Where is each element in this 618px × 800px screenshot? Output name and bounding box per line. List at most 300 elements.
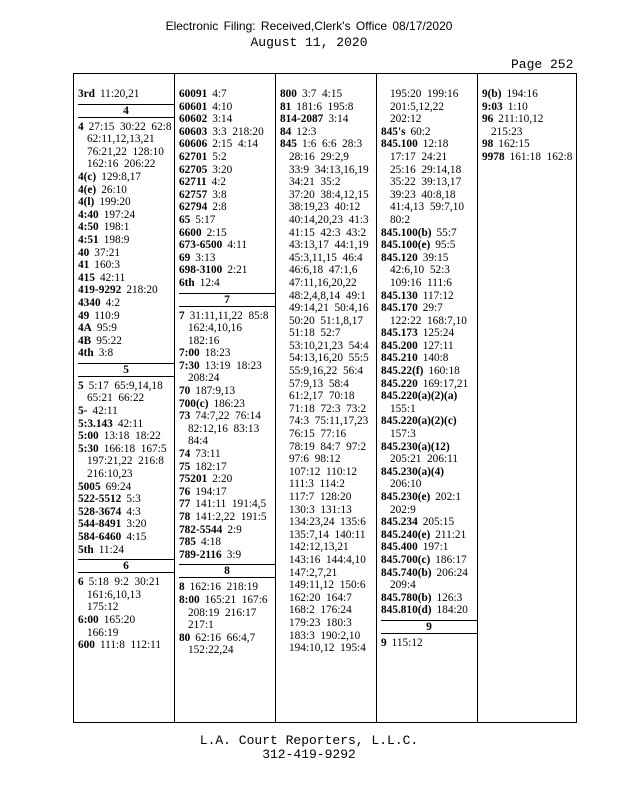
- index-entry-continuation: 202:12: [390, 113, 422, 126]
- index-term: 73: [179, 410, 191, 423]
- index-term: 845.220(a)(2)(a): [381, 390, 458, 403]
- index-term: 4:51: [78, 233, 99, 246]
- index-column-2: [175, 74, 276, 722]
- index-entry-continuation: 208:19 216:17: [188, 606, 257, 619]
- index-term: 4th: [78, 347, 94, 360]
- index-entry-continuation: 205:21 206:11: [390, 453, 458, 466]
- page-line-refs: 160:18: [428, 365, 460, 378]
- index-term: 522-5512: [78, 493, 122, 506]
- index-term: 584-6460: [78, 531, 122, 543]
- index-entry: [280, 126, 376, 139]
- index-entry-continuation: 84:4: [188, 435, 209, 448]
- index-entry: [78, 221, 174, 234]
- index-entry: [381, 415, 477, 428]
- index-term: 5: [78, 379, 84, 392]
- index-entry: [78, 209, 174, 222]
- index-entry: [381, 567, 477, 580]
- index-term: 4(e): [78, 183, 97, 196]
- index-entry: [381, 541, 477, 554]
- index-term: 77: [179, 498, 191, 511]
- page-line-refs: 18:23: [204, 347, 231, 360]
- page-line-refs: 194:16: [506, 88, 538, 100]
- page-line-refs: 42:11: [99, 271, 126, 284]
- index-entry: [179, 252, 275, 265]
- index-entry: [78, 322, 174, 335]
- index-entry-continuation: 50:20 51:1,8,17: [289, 314, 364, 327]
- index-entry: [78, 531, 174, 544]
- index-entry-continuation: 195:20 199:16: [390, 88, 459, 100]
- page-line-refs: 206:24: [436, 566, 468, 579]
- page-line-refs: 166:18 167:5: [103, 442, 167, 455]
- index-term: 4(c): [78, 170, 97, 183]
- page-number: Page 252: [511, 57, 574, 72]
- index-term: 6600: [179, 226, 202, 239]
- index-entry-continuation: 43:13,17 44:1,19: [289, 239, 369, 252]
- page-line-refs: 187:9,13: [195, 385, 236, 398]
- index-term: 84: [280, 125, 292, 138]
- index-entry: [482, 101, 577, 114]
- index-entry: [78, 380, 174, 393]
- index-entry-continuation: 53:10,21,23 54:4: [289, 339, 369, 352]
- index-entry: [381, 252, 477, 265]
- index-entry: [78, 614, 174, 627]
- page-line-refs: 198:9: [103, 233, 130, 246]
- index-entry: [179, 536, 275, 549]
- index-term: 845.230(a)(4): [381, 465, 445, 478]
- index-entry-continuation: 175:12: [87, 601, 119, 614]
- page-line-refs: 42:11: [92, 405, 118, 418]
- index-entry-continuation: 39:23 40:8,18: [390, 188, 456, 201]
- index-entry-continuation: 216:10,23: [87, 468, 133, 481]
- index-entry: [179, 176, 275, 189]
- index-entry: [78, 259, 174, 272]
- page-line-refs: 12:3: [296, 125, 317, 138]
- section-header: 9: [381, 620, 477, 634]
- index-entry: [179, 581, 275, 594]
- page-line-refs: 1:6 6:6 28:3: [301, 138, 363, 151]
- index-entry-continuation: 142:12,13,21: [289, 541, 349, 554]
- index-entry-continuation: 76:21,22 128:10: [87, 145, 164, 158]
- index-term: 5:3.143: [78, 417, 113, 430]
- index-term: 673-6500: [179, 239, 223, 252]
- page-line-refs: 3:7 4:15: [301, 88, 343, 100]
- index-term: 62705: [179, 163, 208, 176]
- index-term: 800: [280, 88, 297, 100]
- index-entry: [179, 277, 275, 290]
- index-entry-continuation: 55:9,16,22 56:4: [289, 365, 364, 378]
- index-entry-continuation: 134:23,24 135:6: [289, 516, 366, 529]
- index-entry-continuation: 78:19 84:7 97:2: [289, 440, 367, 453]
- index-term: 700(c): [179, 397, 209, 410]
- index-entry: [381, 604, 477, 617]
- page-line-refs: 4:11: [227, 239, 247, 252]
- page-line-refs: 55:7: [436, 226, 457, 239]
- index-entry: [179, 151, 275, 164]
- index-entry: [78, 347, 174, 360]
- page-line-refs: 12:18: [422, 138, 449, 151]
- index-term: 5:30: [78, 442, 99, 455]
- index-entry-continuation: 97:6 98:12: [289, 453, 341, 466]
- page-line-refs: 4:18: [200, 536, 222, 549]
- index-entry-continuation: 38:19,23 40:12: [289, 201, 361, 214]
- index-term: 75: [179, 460, 191, 473]
- index-term: 96: [482, 113, 494, 126]
- index-entry-continuation: 41:15 42:3 43:2: [289, 226, 367, 239]
- index-entry: [78, 544, 174, 557]
- page-line-refs: 2:21: [227, 264, 248, 277]
- page-line-refs: 125:24: [422, 327, 455, 340]
- page-line-refs: 162:15: [498, 138, 530, 151]
- page-line-refs: 1:10: [507, 100, 528, 113]
- index-entry: [381, 138, 477, 151]
- page-line-refs: 95:5: [435, 239, 456, 252]
- index-term: 81: [280, 100, 292, 113]
- index-entry-continuation: 76:15 77:16: [289, 428, 347, 441]
- index-entry-continuation: 17:17 24:21: [390, 150, 448, 163]
- page-line-refs: 26:10: [101, 183, 127, 196]
- index-term: 62711: [179, 176, 207, 189]
- index-entry-continuation: 54:13,16,20 55:5: [289, 352, 369, 365]
- index-term: 845.230(a)(12): [381, 440, 450, 453]
- index-term: 845.100(b): [381, 226, 432, 239]
- index-entry-continuation: 37:20 38:4,12,15: [289, 188, 369, 201]
- index-entry-continuation: 71:18 72:3 73:2: [289, 402, 367, 415]
- page-line-refs: 5:18 9:2 30:21: [88, 576, 161, 589]
- index-entry-continuation: 46:6,18 47:1,6: [289, 264, 358, 277]
- page-line-refs: 3:14: [328, 113, 349, 126]
- index-term: 4: [78, 120, 84, 133]
- page-line-refs: 117:12: [422, 289, 454, 302]
- index-term: 845.810(d): [381, 604, 432, 617]
- index-entry: [78, 247, 174, 260]
- index-term: 62757: [179, 188, 208, 201]
- index-entry-continuation: 157:3: [390, 428, 416, 441]
- index-entry-continuation: 208:24: [188, 372, 220, 385]
- section-header: 4: [78, 104, 174, 118]
- index-entry: [179, 264, 275, 277]
- index-entry-continuation: 74:3 75:11,17,23: [289, 415, 369, 428]
- index-entry: [78, 506, 174, 519]
- index-entry-continuation: 162:4,10,16: [188, 322, 242, 335]
- index-term: 98: [482, 138, 494, 151]
- index-entry: [78, 297, 174, 310]
- index-entry-continuation: 57:9,13 58:4: [289, 377, 349, 390]
- index-entry: [381, 239, 477, 252]
- section-header: 7: [179, 293, 275, 307]
- index-entry: [78, 639, 174, 652]
- index-entry-continuation: 155:1: [390, 402, 416, 415]
- index-entry: [381, 554, 477, 567]
- page-line-refs: 4:7: [212, 88, 227, 100]
- page-line-refs: 181:6 195:8: [296, 100, 354, 113]
- page-line-refs: 2:8: [212, 201, 227, 214]
- index-term: 845.130: [381, 289, 418, 302]
- page-line-refs: 69:24: [105, 480, 132, 493]
- index-entry: [78, 234, 174, 247]
- index-term: 4:40: [78, 208, 99, 221]
- index-entry: [179, 448, 275, 461]
- index-entry: [280, 101, 376, 114]
- index-term: 49: [78, 309, 90, 322]
- section-header: 5: [78, 363, 174, 377]
- index-term: 7:00: [179, 347, 200, 360]
- index-term: 9(b): [482, 88, 502, 100]
- page-line-refs: 165:20: [103, 613, 136, 626]
- page-line-refs: 211:21: [435, 528, 467, 541]
- index-entry: [179, 549, 275, 562]
- index-entry: [381, 378, 477, 391]
- index-entry: [381, 637, 477, 650]
- index-entry-continuation: 109:16 111:6: [390, 276, 452, 289]
- page-line-refs: 4:10: [212, 100, 233, 113]
- index-term: 600: [78, 639, 95, 652]
- index-column-4: [377, 74, 478, 722]
- index-entry-continuation: 40:14,20,23 41:3: [289, 213, 369, 226]
- page-line-refs: 3:8: [98, 347, 114, 360]
- page-line-refs: 198:1: [103, 221, 130, 234]
- index-entry: [381, 302, 477, 315]
- index-term: 782-5544: [179, 523, 223, 536]
- index-entry-continuation: 197:21,22 216:8: [87, 455, 164, 468]
- index-entry: [179, 486, 275, 499]
- index-entry: [381, 466, 477, 479]
- page-line-refs: 197:24: [103, 208, 136, 221]
- index-entry: [179, 524, 275, 537]
- index-entry: [78, 284, 174, 297]
- hearing-date: August 11, 2020: [250, 35, 368, 50]
- index-column-3: [276, 74, 377, 722]
- index-entry-continuation: 209:4: [390, 579, 416, 592]
- index-entry: [381, 516, 477, 529]
- index-entry: [179, 347, 275, 360]
- index-entry: [78, 405, 174, 418]
- index-entry: [381, 365, 477, 378]
- index-entry-continuation: 149:11,12 150:6: [289, 579, 366, 592]
- page-line-refs: 199:20: [99, 196, 131, 209]
- index-entry: [179, 126, 275, 139]
- index-term: 845: [280, 138, 297, 151]
- index-entry: [179, 310, 275, 323]
- index-term: 845's: [381, 125, 406, 138]
- page-line-refs: 27:15 30:22 62:8: [88, 120, 172, 133]
- index-entry: [280, 113, 376, 126]
- index-entry-continuation: 117:7 128:20: [289, 491, 352, 503]
- index-entry: [179, 189, 275, 202]
- index-entry: [381, 491, 477, 504]
- page-line-refs: 2:15 4:14: [212, 138, 259, 151]
- index-entry-continuation: 45:3,11,15 46:4: [289, 251, 363, 264]
- page-line-refs: 126:3: [436, 591, 463, 604]
- index-entry: [280, 88, 376, 101]
- index-entry: [179, 398, 275, 411]
- index-entry-continuation: 183:3 190:2,10: [289, 629, 361, 642]
- index-term: 62701: [179, 150, 208, 163]
- page-line-refs: 211:10,12: [498, 113, 544, 126]
- page-line-refs: 202:1: [435, 491, 461, 503]
- index-entry-continuation: 135:7,14 140:11: [289, 528, 366, 541]
- index-entry: [381, 327, 477, 340]
- index-entry-continuation: 48:2,4,8,14 49:1: [289, 289, 366, 302]
- index-entry: [179, 164, 275, 177]
- index-term: 4B: [78, 334, 92, 347]
- index-term: 78: [179, 511, 191, 523]
- index-entry: [179, 138, 275, 151]
- page-line-refs: 5:2: [212, 150, 227, 163]
- index-entry-continuation: 215:23: [491, 125, 523, 138]
- page-line-refs: 42:11: [117, 417, 144, 430]
- index-term: 5th: [78, 543, 94, 556]
- index-entry-continuation: 217:1: [188, 619, 214, 632]
- index-entry-continuation: 41:4,13 59:7,10: [390, 201, 465, 214]
- index-term: 845.700(c): [381, 553, 431, 566]
- index-term: 8: [179, 581, 185, 594]
- page-line-refs: 3:14: [212, 113, 233, 126]
- page-line-refs: 160:3: [94, 259, 121, 272]
- index-entry-continuation: 162:20 164:7: [289, 591, 352, 604]
- index-entry: [381, 290, 477, 303]
- index-term: 419-9292: [78, 284, 122, 297]
- index-term: 845.170: [381, 302, 418, 315]
- page-line-refs: 169:17,21: [422, 377, 469, 390]
- page-line-refs: 140:8: [422, 352, 449, 365]
- index-entry: [78, 272, 174, 285]
- index-entry-continuation: 168:2 176:24: [289, 604, 352, 617]
- page-line-refs: 182:17: [195, 460, 227, 473]
- index-entry-continuation: 82:12,16 83:13: [188, 422, 260, 435]
- index-entry: [482, 138, 577, 151]
- index-term: 845.740(b): [381, 566, 432, 579]
- section-header: 6: [78, 559, 174, 573]
- page-line-refs: 115:12: [391, 636, 423, 649]
- index-term: 845.100(e): [381, 239, 431, 252]
- page-line-refs: 3:3 218:20: [212, 125, 264, 138]
- index-entry: [179, 632, 275, 645]
- index-entry: [78, 335, 174, 348]
- page-line-refs: 3:9: [226, 548, 242, 561]
- index-entry: [78, 493, 174, 506]
- index-entry: [381, 227, 477, 240]
- page-line-refs: 11:20,21: [99, 88, 140, 100]
- page-line-refs: 5:3: [126, 493, 141, 506]
- index-term: 845.22(f): [381, 365, 424, 378]
- index-entry: [78, 184, 174, 197]
- index-term: 845.100: [381, 138, 418, 151]
- page-line-refs: 162:16 218:19: [189, 581, 259, 594]
- index-term: 845.120: [381, 251, 418, 264]
- page-line-refs: 2:20: [212, 473, 233, 486]
- reporter-phone: 312-419-9292: [262, 747, 356, 762]
- index-entry-continuation: 62:11,12,13,21: [87, 133, 155, 146]
- index-entry-continuation: 61:2,17 70:18: [289, 390, 355, 403]
- index-entry: [78, 310, 174, 323]
- index-entry-continuation: 111:3 114:2: [289, 478, 345, 491]
- index-term: 65: [179, 213, 191, 226]
- index-term: 4:50: [78, 221, 99, 234]
- index-entry-continuation: 162:16 206:22: [87, 158, 156, 171]
- page-line-refs: 4:15: [126, 531, 147, 543]
- page-line-refs: 194:17: [195, 485, 227, 498]
- index-entry: [482, 113, 577, 126]
- page-line-refs: 3:8: [212, 188, 227, 201]
- page-line-refs: 74:7,22 76:14: [195, 410, 261, 423]
- index-entry: [482, 151, 577, 164]
- section-header: 8: [179, 564, 275, 578]
- page-line-refs: 205:15: [422, 516, 455, 529]
- page-line-refs: 3:13: [195, 251, 216, 264]
- index-entry: [179, 385, 275, 398]
- index-term: 9: [381, 636, 387, 649]
- index-term: 60091: [179, 88, 208, 100]
- index-entry: [381, 529, 477, 542]
- index-term: 6th: [179, 276, 195, 289]
- index-term: 845.234: [381, 516, 418, 529]
- index-term: 6:00: [78, 613, 99, 626]
- index-term: 62794: [179, 201, 208, 214]
- index-entry: [179, 201, 275, 214]
- page-line-refs: 165:21 167:6: [204, 593, 268, 606]
- index-entry: [78, 418, 174, 431]
- index-term: 845.220: [381, 377, 418, 390]
- index-entry: [381, 592, 477, 605]
- index-entry: [78, 576, 174, 589]
- index-term: 845.173: [381, 327, 418, 340]
- index-entry: [381, 340, 477, 353]
- page-line-refs: 29:7: [422, 302, 443, 315]
- page-line-refs: 186:23: [213, 397, 245, 410]
- index-entry-continuation: 201:5,12,22: [390, 100, 444, 113]
- index-term: 845.240(e): [381, 528, 431, 541]
- index-term: 528-3674: [78, 505, 122, 518]
- index-entry: [381, 390, 477, 403]
- page-line-refs: 3:20: [126, 518, 147, 531]
- index-entry: [78, 481, 174, 494]
- page-line-refs: 197:1: [422, 541, 449, 554]
- index-entry: [179, 113, 275, 126]
- index-term: 9978: [482, 150, 505, 163]
- index-term: 814-2087: [280, 113, 324, 126]
- index-term: 9:03: [482, 100, 503, 113]
- index-entry: [179, 239, 275, 252]
- index-term: 60603: [179, 125, 208, 138]
- page-line-refs: 111:8 112:11: [99, 639, 162, 652]
- index-term: 845.780(b): [381, 591, 432, 604]
- page-line-refs: 37:21: [94, 246, 121, 259]
- index-term: 7: [179, 309, 185, 322]
- page-line-refs: 141:11 191:4,5: [195, 498, 267, 511]
- index-term: 41: [78, 259, 90, 272]
- index-entry-continuation: 182:16: [188, 334, 220, 347]
- filing-stamp: Electronic Filing: Received,Clerk's Office 08/17/2020: [165, 19, 453, 33]
- index-entry-continuation: 33:9 34:13,16,19: [289, 163, 369, 176]
- index-term: 415: [78, 271, 95, 284]
- page-line-refs: 11:24: [98, 543, 125, 556]
- index-term: 544-8491: [78, 518, 122, 531]
- index-column-5: [478, 74, 577, 722]
- word-index-table: [73, 73, 577, 723]
- page-line-refs: 12:4: [199, 276, 220, 289]
- index-entry: [78, 518, 174, 531]
- index-term: 785: [179, 536, 196, 549]
- index-entry-continuation: 130:3 131:13: [289, 503, 352, 516]
- page-line-refs: 4:2: [105, 296, 121, 309]
- index-entry-continuation: 28:16 29:2,9: [289, 150, 349, 163]
- index-entry-continuation: 35:22 39:13,17: [390, 176, 462, 189]
- index-entry: [381, 441, 477, 454]
- page-line-refs: 161:18 162:8: [509, 150, 573, 163]
- index-term: 5-: [78, 405, 88, 418]
- index-entry: [78, 443, 174, 456]
- index-term: 75201: [179, 473, 208, 486]
